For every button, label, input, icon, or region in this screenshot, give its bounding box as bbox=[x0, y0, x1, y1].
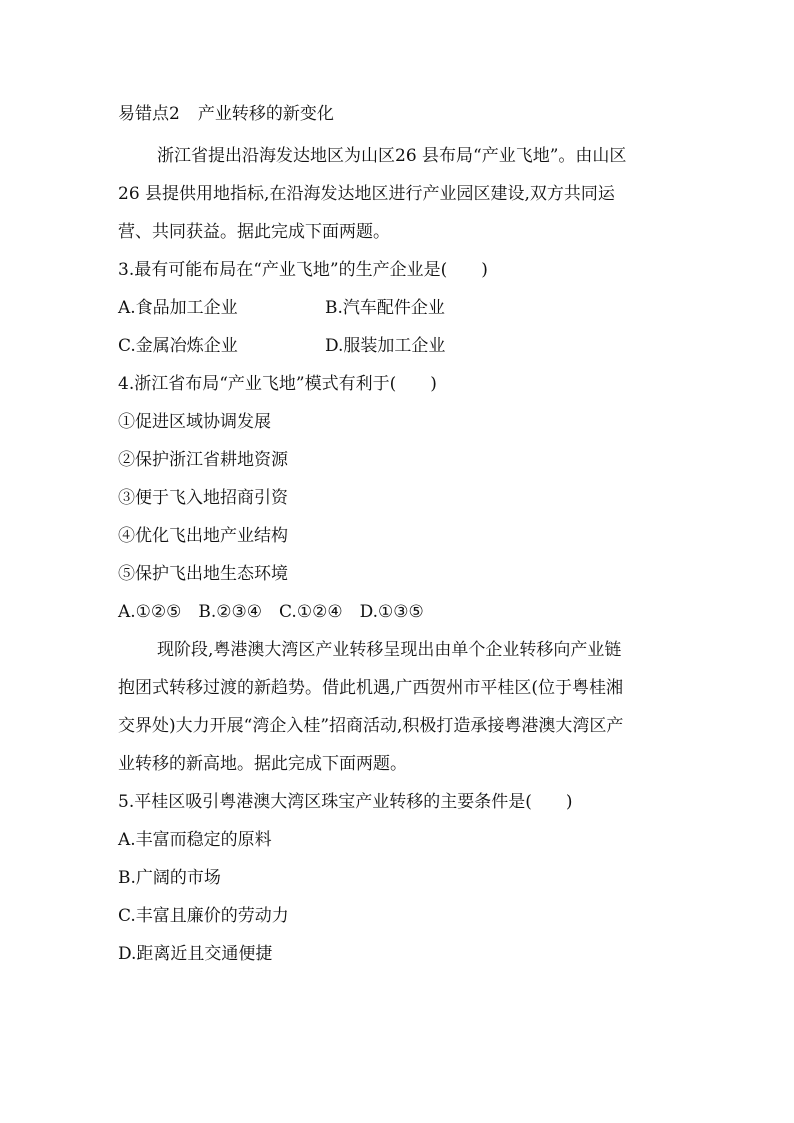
section-title: 产业转移的新变化 bbox=[197, 104, 334, 124]
question-4-item-3: ③便于飞入地招商引资 bbox=[118, 488, 288, 508]
passage1-line-3: 营、共同获益。据此完成下面两题。 bbox=[118, 222, 390, 242]
question-5-option-d: D.距离近且交通便捷 bbox=[118, 944, 273, 964]
question-4-item-1: ①促进区域协调发展 bbox=[118, 412, 271, 432]
passage2-line-1: 现阶段,粤港澳大湾区产业转移呈现出由单个企业转移向产业链 bbox=[157, 640, 622, 660]
question-5-option-c: C.丰富且廉价的劳动力 bbox=[118, 906, 289, 926]
passage1-line-2: 26 县提供用地指标,在沿海发达地区进行产业园区建设,双方共同运 bbox=[118, 184, 615, 204]
question-4-stem: 4.浙江省布局“产业飞地”模式有利于( ) bbox=[118, 374, 437, 394]
question-5-stem: 5.平桂区吸引粤港澳大湾区珠宝产业转移的主要条件是( ) bbox=[118, 792, 573, 812]
passage2-line-3: 交界处)大力开展“湾企入桂”招商活动,积极打造承接粤港澳大湾区产 bbox=[118, 716, 624, 736]
question-4-item-2: ②保护浙江省耕地资源 bbox=[118, 450, 288, 470]
question-3-option-c: C.金属冶炼企业 bbox=[118, 336, 238, 356]
question-4-choices bbox=[118, 602, 441, 622]
question-4-choice-a: A.①②⑤ bbox=[118, 602, 182, 622]
question-4-choice-c: C.①②④ bbox=[279, 602, 343, 622]
question-3-stem: 3.最有可能布局在“产业飞地”的生产企业是( ) bbox=[118, 260, 488, 280]
question-5-option-b: B.广阔的市场 bbox=[118, 868, 221, 888]
question-5-option-a: A.丰富而稳定的原料 bbox=[118, 830, 272, 850]
question-3-option-d: D.服装加工企业 bbox=[325, 336, 446, 356]
question-4-item-4: ④优化飞出地产业结构 bbox=[118, 526, 288, 546]
question-3-options-row-2 bbox=[118, 336, 446, 356]
question-3-option-a: A.食品加工企业 bbox=[118, 298, 238, 318]
passage2-line-4: 业转移的新高地。据此完成下面两题。 bbox=[118, 754, 407, 774]
section-tag: 易错点2 bbox=[118, 104, 180, 124]
question-4-choice-d: D.①③⑤ bbox=[359, 602, 424, 622]
passage1-line-1: 浙江省提出沿海发达地区为山区26 县布局“产业飞地”。由山区 bbox=[157, 146, 627, 166]
question-3-options-row-1 bbox=[118, 298, 445, 318]
question-4-choice-b: B.②③④ bbox=[198, 602, 263, 622]
section-heading bbox=[118, 104, 334, 124]
question-3-option-b: B.汽车配件企业 bbox=[325, 298, 445, 318]
passage2-line-2: 抱团式转移过渡的新趋势。借此机遇,广西贺州市平桂区(位于粤桂湘 bbox=[118, 678, 624, 698]
question-4-item-5: ⑤保护飞出地生态环境 bbox=[118, 564, 288, 584]
